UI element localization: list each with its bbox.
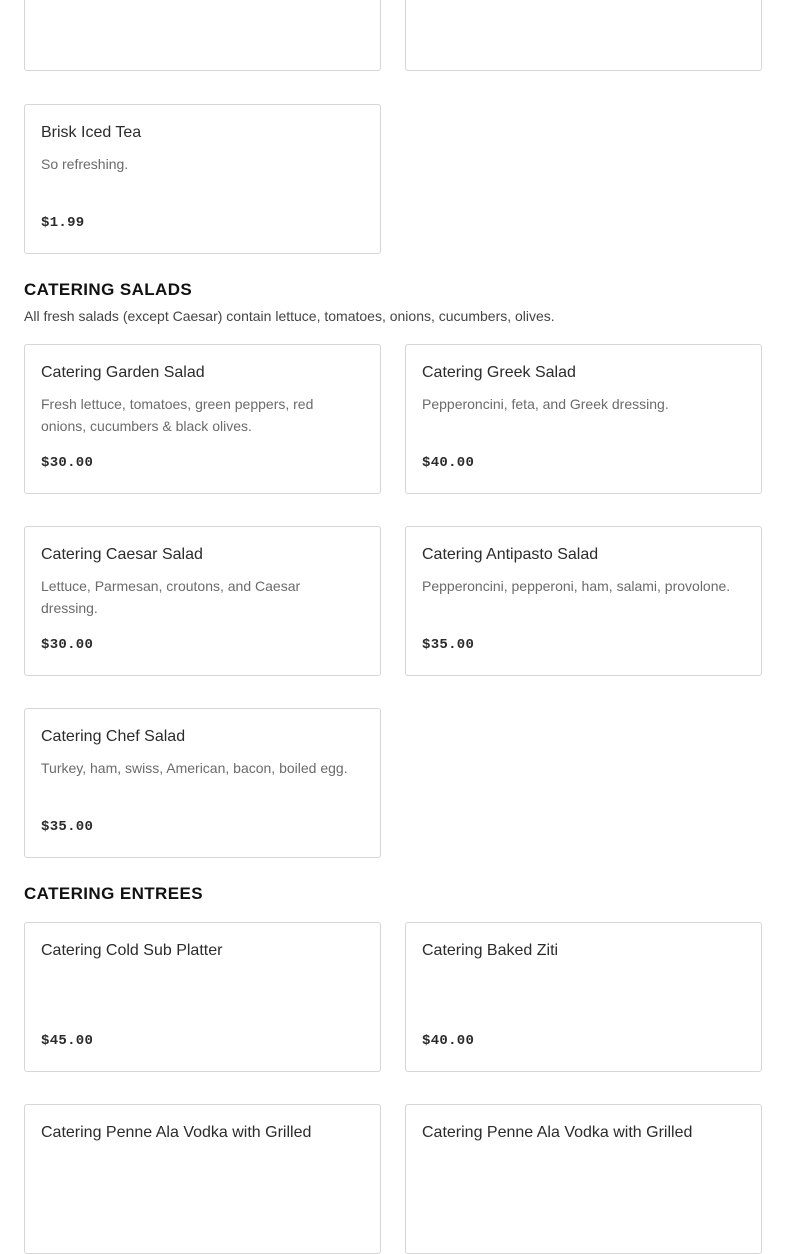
- section-title-entrees: CATERING ENTREES: [24, 884, 203, 903]
- item-name: Catering Caesar Salad: [41, 546, 203, 563]
- menu-item-card[interactable]: [24, 104, 381, 254]
- item-price: $35.00: [41, 819, 94, 835]
- item-name: Catering Cold Sub Platter: [41, 942, 223, 959]
- item-name: Brisk Iced Tea: [41, 124, 142, 141]
- menu-item-card[interactable]: [405, 1104, 762, 1254]
- item-name: Catering Antipasto Salad: [422, 546, 599, 563]
- menu-item-card[interactable]: [405, 922, 762, 1072]
- item-description: Fresh lettuce, tomatoes, green peppers, red onions, cucumbers & black olives.: [41, 396, 314, 434]
- item-description: Pepperoncini, feta, and Greek dressing.: [422, 396, 669, 412]
- menu-item-card[interactable]: [24, 922, 381, 1072]
- menu-item-card[interactable]: [405, 0, 762, 71]
- item-name: Catering Penne Ala Vodka with Grilled: [41, 1124, 312, 1141]
- item-description: So refreshing.: [41, 156, 129, 172]
- menu-item-card[interactable]: [405, 344, 762, 494]
- menu-item-card[interactable]: [24, 526, 381, 676]
- item-price: $45.00: [41, 1033, 94, 1049]
- menu-item-card[interactable]: [24, 0, 381, 71]
- item-description: Lettuce, Parmesan, croutons, and Caesar dressing.: [41, 578, 301, 616]
- item-price: $1.99: [41, 215, 85, 231]
- item-price: $40.00: [422, 1033, 475, 1049]
- item-price: $30.00: [41, 637, 94, 653]
- item-description: Pepperoncini, pepperoni, ham, salami, provolone.: [422, 578, 731, 594]
- item-price: $40.00: [422, 455, 475, 471]
- menu-item-card[interactable]: [405, 526, 762, 676]
- menu-item-card[interactable]: [24, 1104, 381, 1254]
- item-name: Catering Greek Salad: [422, 364, 576, 381]
- menu-item-card[interactable]: [24, 344, 381, 494]
- section-title-salads: CATERING SALADS: [24, 280, 193, 299]
- item-description: Turkey, ham, swiss, American, bacon, boiled egg.: [41, 760, 348, 776]
- menu-item-card[interactable]: [24, 708, 381, 858]
- item-name: Catering Penne Ala Vodka with Grilled: [422, 1124, 693, 1141]
- item-name: Catering Baked Ziti: [422, 942, 559, 959]
- item-price: $35.00: [422, 637, 475, 653]
- item-price: $30.00: [41, 455, 94, 471]
- item-name: Catering Chef Salad: [41, 728, 186, 745]
- item-name: Catering Garden Salad: [41, 364, 205, 381]
- section-subtitle-salads: All fresh salads (except Caesar) contain lettuce, tomatoes, onions, cucumbers, olives.: [24, 308, 555, 324]
